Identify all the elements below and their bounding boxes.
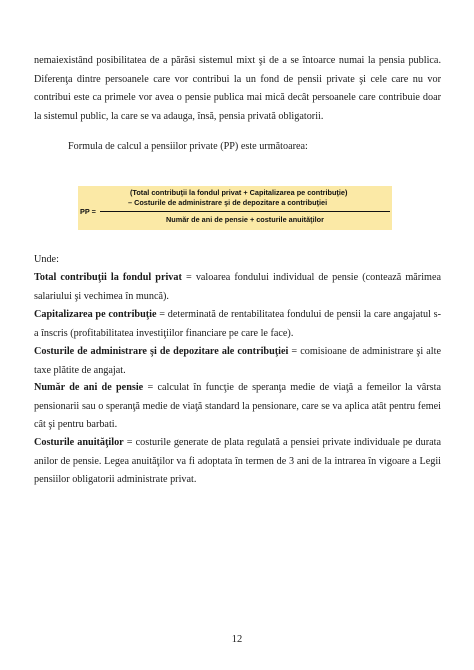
definition-costuri-administrare bbox=[34, 343, 441, 380]
definition-term: Costurile anuităţilor bbox=[34, 437, 124, 448]
definition-desc: = valoarea fondului individual de pensie (contează mărimea salariului şi vechimea în muncă). bbox=[34, 272, 441, 302]
formula-box bbox=[78, 186, 392, 230]
definition-total-contributii bbox=[34, 269, 441, 306]
formula-numerator-line1: (Total contribuţii la fondul privat + Capitalizarea pe contribuţie) bbox=[130, 188, 348, 197]
definition-desc: = calculat în funcţie de speranţa medie de viaţă a femeilor la vârsta pensionarii sau o speranţă medie de viaţă standard la pensionare, care se va aplica atât pentru femei cât şi pentru barbati. bbox=[34, 382, 441, 431]
paragraph-intro: nemaiexistând posibilitatea de a părăsi sistemul mixt şi de a se întoarce numai la pensia publica. Diferenţa dintre persoanele care vor contribui la un fond de pensii private şi cele care nu vor contribui este ca primele vor avea o pensie publica mai mică decât persoanele care contribuie doar la sistemul public, la care se va adauga, însă, pensia privată obligatorii. bbox=[34, 55, 441, 122]
definition-costuri-anuitati bbox=[34, 434, 441, 490]
page-number: 12 bbox=[231, 634, 243, 645]
formula-lhs: PP = bbox=[80, 207, 96, 216]
definition-term: Capitalizarea pe contribuţie bbox=[34, 309, 157, 320]
fraction-bar bbox=[100, 211, 390, 212]
definition-capitalizarea bbox=[34, 306, 441, 343]
formula-denominator: Număr de ani de pensie + costurile anuităţilor bbox=[166, 215, 324, 224]
unde-label: Unde: bbox=[34, 254, 59, 265]
definition-numar-ani bbox=[34, 379, 441, 435]
definition-desc: = costurile generate de plata regulată a pensiei private individuale pe durata anilor de pensie. Legea anuităţilor va fi adoptata în termen de 3 ani de la intrarea în vigoare a Legii pensiilor obligatorii administrate privat. bbox=[34, 437, 442, 486]
definition-desc: = comisioane de administrare şi alte taxe plătite de angajat. bbox=[34, 346, 441, 376]
definition-term: Total contribuţii la fondul privat bbox=[34, 272, 182, 283]
definition-desc: = determinată de rentabilitatea fondului de pensii la care angajatul s-a înscris (profitabilitatea investiţiilor financiare pe care le face). bbox=[34, 309, 441, 339]
definition-term: Costurile de administrare şi de depozitare ale contribuţiei bbox=[34, 346, 289, 357]
formula-numerator-line2: – Costurile de administrare şi de depozitare a contribuţiei bbox=[128, 198, 328, 207]
paragraph-formula-intro: Formula de calcul a pensiilor private (PP) este următoarea: bbox=[68, 141, 308, 152]
definition-term: Număr de ani de pensie bbox=[34, 382, 144, 393]
